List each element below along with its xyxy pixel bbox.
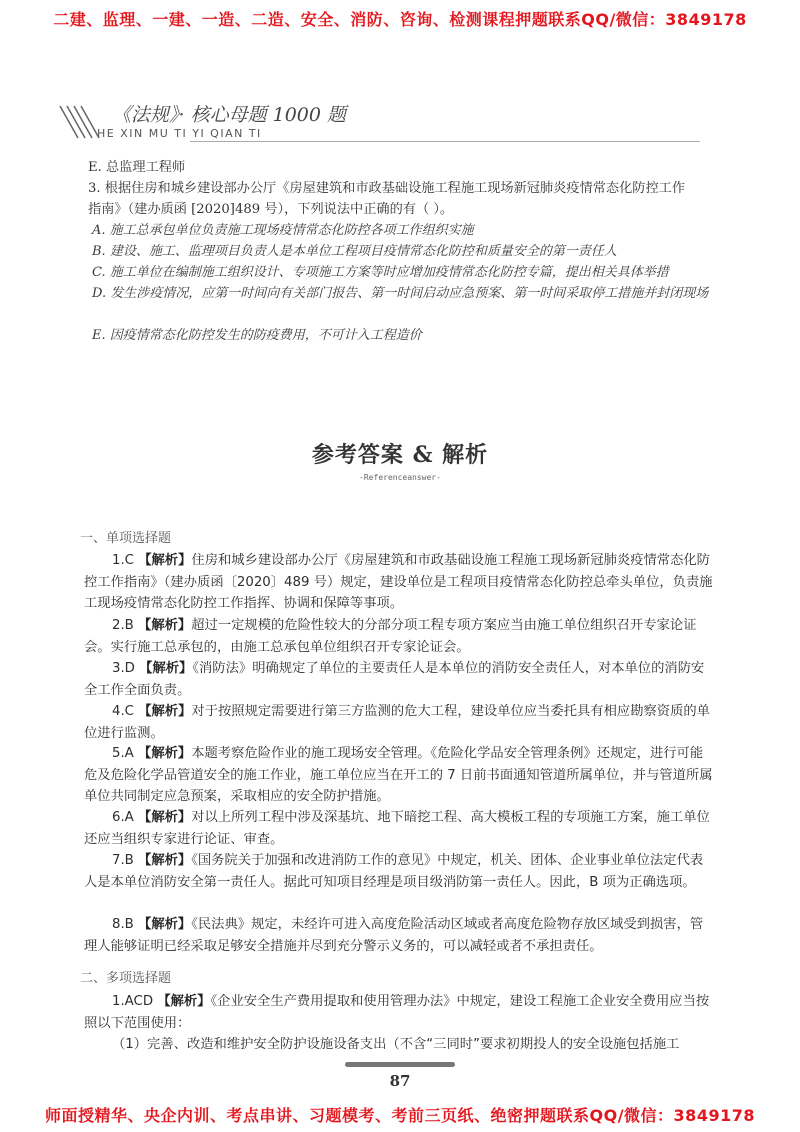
top-promo-banner: 二建、监理、一建、一造、二造、安全、消防、咨询、检测课程押题联系QQ/微信：3849178 bbox=[53, 10, 747, 29]
answer-num: 3.D bbox=[112, 661, 135, 676]
option-b: B. 建设、施工、监理项目负责人是本单位工程项目疫情常态化防控和质量安全的第一责任人 bbox=[92, 244, 617, 259]
answer-text: 《国务院关于加强和改进消防工作的意见》中规定，机关、团体、企业事业单位法定代表人是本单位消防安全第一责任人。据此可知项目经理是项目级消防第一责任人。因此，B 项为正确选项。 bbox=[84, 853, 704, 890]
multi-answer-1-item1: （1）完善、改造和维护安全防护设施设备支出（不含“三同时”要求初期投人的安全设施包括施工 bbox=[112, 1037, 680, 1052]
header-underline bbox=[190, 141, 700, 142]
answer-num: 7.B bbox=[112, 853, 134, 868]
answer-num: 8.B bbox=[112, 917, 134, 932]
answer-tag: 【解析】 bbox=[139, 661, 193, 676]
answer-text: 对以上所列工程中涉及深基坑、地下暗挖工程、高大模板工程的专项施工方案，施工单位还应当组织专家进行论证、审查。 bbox=[84, 810, 710, 847]
page-number: 87 bbox=[389, 1072, 411, 1090]
header-title: 《法规》· 核心母题 1000 题 bbox=[112, 104, 347, 126]
answer-4 bbox=[84, 701, 716, 744]
answer-8 bbox=[84, 914, 716, 957]
answer-3 bbox=[84, 658, 716, 701]
option-c: C. 施工单位在编制施工组织设计、专项施工方案等时应增加疫情常态化防控专篇，提出相关具体举措 bbox=[92, 265, 669, 280]
option-d: D. 发生涉疫情况，应第一时间向有关部门报告、第一时间启动应急预案、第一时间采取停工措施并封闭现场 bbox=[92, 286, 709, 301]
answer-1 bbox=[84, 550, 716, 615]
answer-tag: 【解析】 bbox=[138, 553, 192, 568]
answer-text: 《消防法》明确规定了单位的主要责任人是本单位的消防安全责任人，对本单位的消防安全工作全面负责。 bbox=[84, 661, 705, 698]
answer-num: 6.A bbox=[112, 810, 134, 825]
answer-num: 1.C bbox=[112, 553, 134, 568]
page-number-bar bbox=[345, 1062, 455, 1067]
answer-2 bbox=[84, 615, 716, 658]
answer-6 bbox=[84, 807, 716, 850]
answer-section-title: 参考答案 & 解析 bbox=[311, 442, 489, 468]
answer-text: 超过一定规模的危险性较大的分部分项工程专项方案应当由施工单位组织召开专家论证会。实行施工总承包的，由施工总承包单位组织召开专家论证会。 bbox=[84, 618, 697, 655]
answer-5 bbox=[84, 743, 716, 808]
answer-tag: 【解析】 bbox=[138, 810, 192, 825]
prev-option-e: E. 总监理工程师 bbox=[88, 160, 186, 175]
answer-text: 住房和城乡建设部办公厅《房屋建筑和市政基础设施工程施工现场新冠肺炎疫情常态化防控工作指南》（建办质函〔2020〕489 号）规定，建设单位是工程项目疫情常态化防控总牵头单位，负责施工现场疫情常态化防控工作指挥、协调和保障等事项。 bbox=[84, 553, 713, 611]
question-stem-line1: 3. 根据住房和城乡建设部办公厅《房屋建筑和市政基础设施工程施工现场新冠肺炎疫情常态化防控工作 bbox=[88, 181, 686, 196]
answer-tag: 【解析】 bbox=[138, 618, 192, 633]
header-subtitle: HE XIN MU TI YI QIAN TI bbox=[97, 127, 262, 140]
answer-tag: 【解析】 bbox=[138, 917, 192, 932]
multi-answer-1 bbox=[84, 991, 716, 1034]
option-a: A. 施工总承包单位负责施工现场疫情常态化防控各项工作组织实施 bbox=[92, 223, 474, 238]
multi-choice-heading: 二、多项选择题 bbox=[80, 971, 172, 986]
answer-text: 本题考察危险作业的施工现场安全管理。《危险化学品安全管理条例》还规定，进行可能危及危险化学品管道安全的施工作业，施工单位应当在开工的 7 日前书面通知管道所属单位，并与管道所属单位共同制定应急预案，采取相应的安全防护措施。 bbox=[84, 746, 713, 804]
answer-tag: 【解析】 bbox=[138, 704, 192, 719]
answer-text: 《企业安全生产费用提取和使用管理办法》中规定，建设工程施工企业安全费用应当按照以下范围使用： bbox=[84, 994, 710, 1031]
answer-num: 5.A bbox=[112, 746, 134, 761]
answer-text: 《民法典》规定，未经许可进入高度危险活动区域或者高度危险物存放区域受到损害，管理人能够证明已经采取足够安全措施并尽到充分警示义务的，可以减轻或者不承担责任。 bbox=[84, 917, 704, 954]
answer-num: 1.ACD bbox=[112, 994, 154, 1009]
answer-text: 对于按照规定需要进行第三方监测的危大工程，建设单位应当委托具有相应勘察资质的单位进行监测。 bbox=[84, 704, 710, 741]
answer-num: 4.C bbox=[112, 704, 134, 719]
answer-tag: 【解析】 bbox=[138, 853, 192, 868]
question-stem-line2: 指南》（建办质函 [2020]489 号），下列说法中正确的有（ ）。 bbox=[88, 202, 454, 217]
answer-num: 2.B bbox=[112, 618, 134, 633]
answer-tag: 【解析】 bbox=[157, 994, 211, 1009]
answer-tag: 【解析】 bbox=[138, 746, 192, 761]
bottom-promo-banner: 师面授精华、央企内训、考点串讲、习题模考、考前三页纸、绝密押题联系QQ/微信：3849178 bbox=[45, 1106, 755, 1125]
answer-section-subtitle: -Referenceanswer- bbox=[359, 473, 441, 482]
answer-7 bbox=[84, 850, 716, 893]
option-e: E. 因疫情常态化防控发生的防疫费用，不可计入工程造价 bbox=[92, 328, 422, 343]
single-choice-heading: 一、单项选择题 bbox=[80, 531, 172, 546]
